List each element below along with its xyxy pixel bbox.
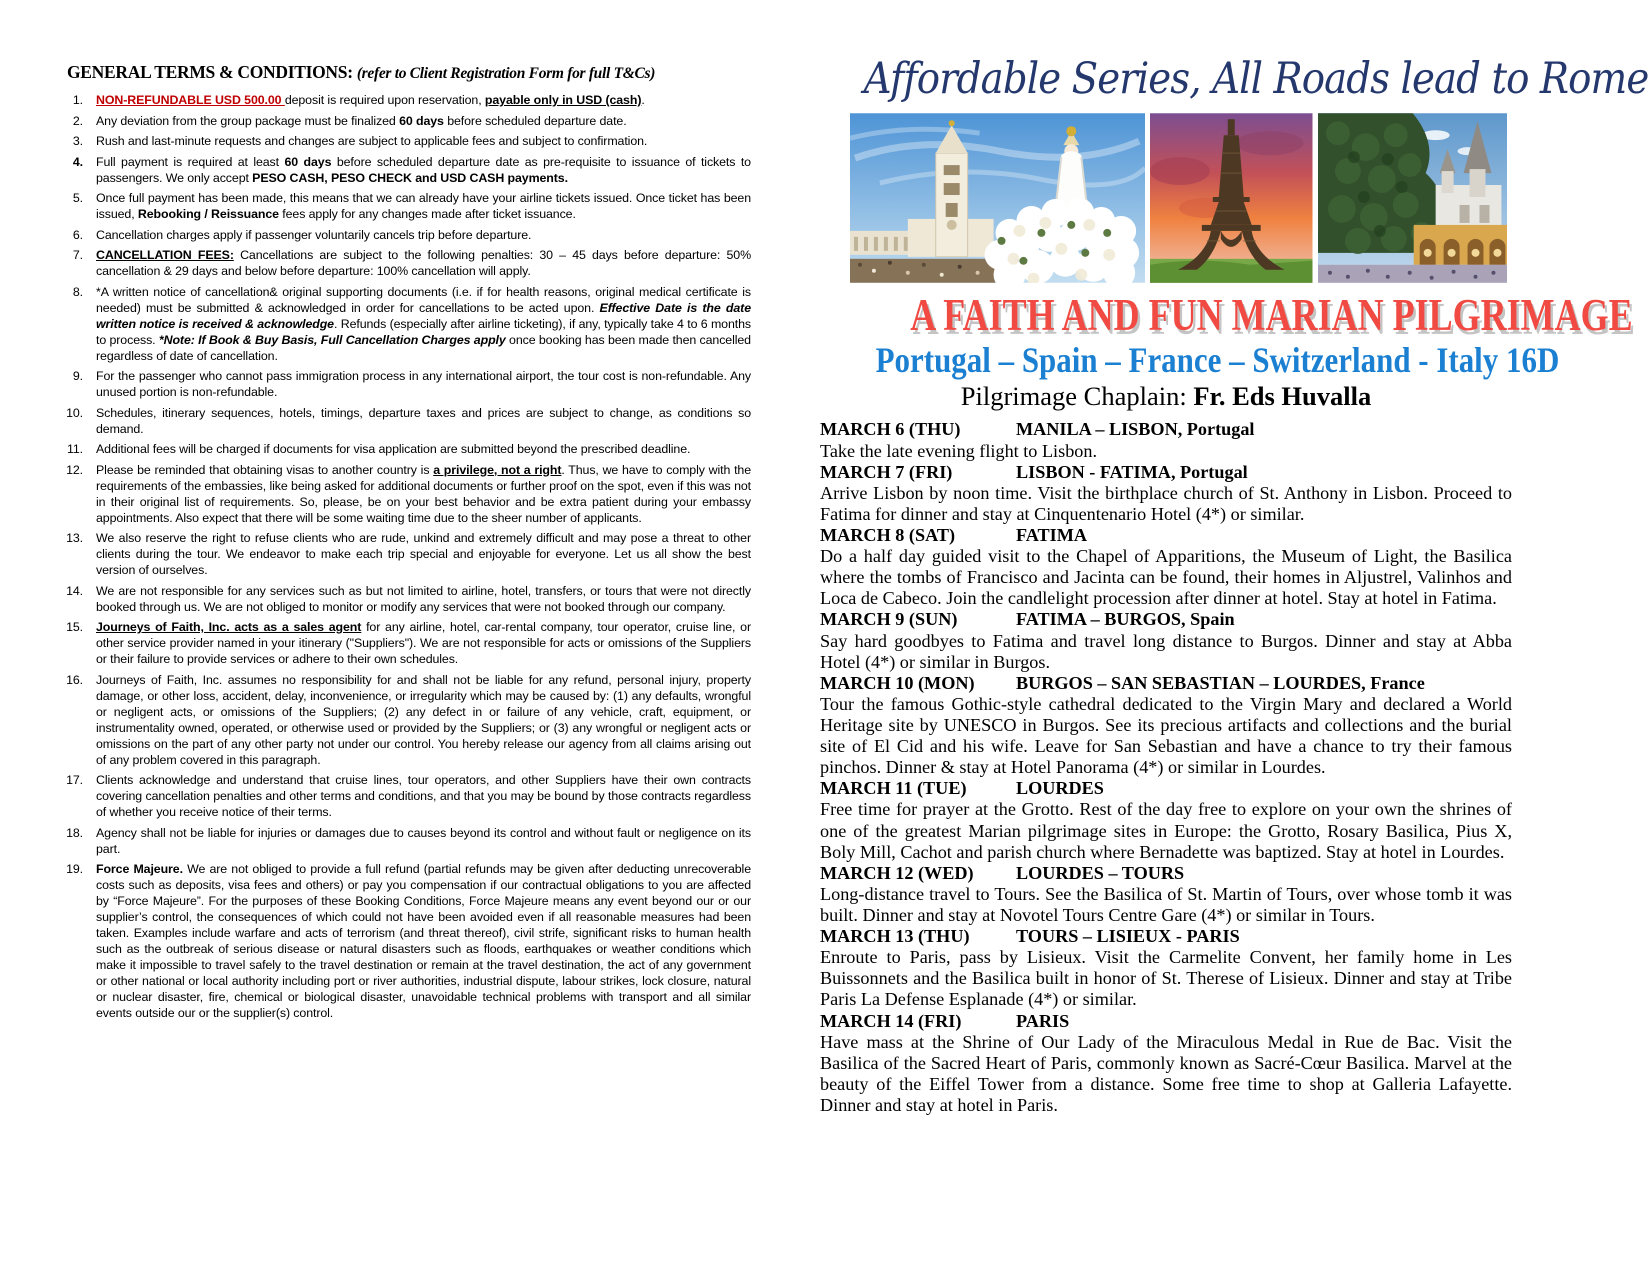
term-text: For the passenger who cannot pass immigration process in any international airport, the tour cost is non-refundable. Any unused portion is non-refundable. <box>96 369 751 399</box>
term-number: 17. <box>66 773 83 787</box>
term-number: 15. <box>66 620 83 634</box>
term-item-19 <box>57 861 751 1021</box>
term-number: 9. <box>72 369 83 383</box>
term-number: 4. <box>72 154 83 169</box>
term-number: 3. <box>72 134 83 148</box>
term-number: 6. <box>72 227 83 242</box>
term-number: 5. <box>72 191 83 205</box>
term-item-10 <box>57 405 751 437</box>
terms-title-text: GENERAL TERMS & CONDITIONS: <box>67 62 353 82</box>
term-number: 19. <box>66 862 83 876</box>
itinerary-heading-1 <box>820 419 1512 440</box>
term-text: Journeys of Faith, Inc. acts as a sales agent for any airline, hotel, car-rental company, tour operator, cruise line, or other service provider named in your itinerary ("Suppliers"). We are not responsible for acts or omissions of the Suppliers or their failure to provide services or adhere to their own schedules. <box>96 620 751 666</box>
itinerary-route: TOURS – LISIEUX - PARIS <box>1016 926 1240 947</box>
itinerary-date: MARCH 8 (SAT) <box>820 525 956 546</box>
chaplain-label: Pilgrimage Chaplain: <box>960 381 1194 412</box>
term-number: 14. <box>66 583 83 598</box>
itinerary-heading-5 <box>820 673 1512 694</box>
itinerary-route: LOURDES – TOURS <box>1016 862 1185 883</box>
itinerary-description: Do a half day guided visit to the Chapel of Apparitions, the Museum of Light, the Basilica where the tombs of Francisco and Jacinta can be found, their homes in Aljustrel, Valinhos and Loca de Cabeco. Join the candlelight procession after dinner at hotel. Stay at hotel in Fatima. <box>820 546 1512 609</box>
term-number: 2. <box>72 113 83 128</box>
term-item-2 <box>57 113 751 129</box>
countries-subtitle-text: Portugal – Spain – France – Switzerland - Italy 16D <box>875 339 1560 380</box>
term-text: We also reserve the right to refuse clients who are rude, unkind and extremely difficult and may pose a threat to other clients during the tour. We endeavor to make each trip special and enjoyable for everyone. Let us all show the best version of ourselves. <box>96 531 751 577</box>
term-item-8 <box>57 284 751 364</box>
itinerary-description: Long-distance travel to Tours. See the Basilica of St. Martin of Tours, over whose tomb it was built. Dinner and stay at Novotel Tours Centre Gare (4*) or similar in Tours. <box>820 883 1512 925</box>
term-number: 12. <box>66 462 83 477</box>
fatima-procession-photo <box>850 113 1145 283</box>
term-text: Cancellation charges apply if passenger voluntarily cancels trip before departure. <box>96 227 532 242</box>
term-text: Force Majeure. We are not obliged to provide a full refund (partial refunds may be given after deducting unrecoverable costs such as deposits, visa fees and others) or pay you compensation if our contractual obligations to you are affected by “Force Majeure”. For the purposes of these Booking Conditions, Force Majeure means any event beyond our or our supplier’s control, the consequences of which could not have been avoided even if all reasonable measures had been taken. Examples include warfare and acts of terrorism (and threat thereof), civil strife, significant risks to human health such as the outbreak of serious disease or natural disasters such as floods, earthquakes or weather conditions which make it impossible to travel safely to the travel destination or remain at the travel destination, the act of any government or other national or local authority including port or river authorities, industrial dispute, labour strikes, lock closure, natural or nuclear disaster, fire, chemical or biological disaster, unavoidable technical problems with transport and all similar events outside our or the supplier(s) control. <box>96 862 751 1020</box>
term-number: 1. <box>72 93 83 107</box>
term-text: Full payment is required at least 60 days before scheduled departure date as pre-requisite to issuance of tickets to passengers. We only accept PESO CASH, PESO CHECK and USD CASH payments. <box>96 154 751 185</box>
itinerary-description: Tour the famous Gothic-style cathedral dedicated to the Virgin Mary and declared a World Heritage site by UNESCO in Burgos. See its precious artifacts and collections and the burial site of El Cid and his wife. Leave for San Sebastian and have a chance to try their famous pinchos. Dinner & stay at Hotel Panorama (4*) or similar in Lourdes. <box>820 693 1512 778</box>
term-number: 7. <box>72 248 83 262</box>
term-number: 11. <box>66 442 83 456</box>
itinerary-heading-3 <box>820 525 1512 546</box>
itinerary-date: MARCH 6 (THU) <box>820 419 961 440</box>
itinerary-description: Arrive Lisbon by noon time. Visit the birthplace church of St. Anthony in Lisbon. Proceed to Fatima for dinner and stay at Cinquentenario Hotel (4*) or similar. <box>820 482 1512 524</box>
itinerary-heading-7 <box>820 863 1512 884</box>
itinerary-description: Enroute to Paris, pass by Lisieux. Visit the Carmelite Convent, her family home in Les Buissonnets and the Basilica built in honor of St. Therese of Lisieux. Dinner and stay at Tribe Paris La Defense Esplanade (4*) or similar. <box>820 947 1512 1010</box>
term-text: CANCELLATION FEES: Cancellations are subject to the following penalties: 30 – 45 days before departure: 50% cancellation & 29 days and below before departure: 100% cancellation will apply. <box>96 248 751 278</box>
itinerary-route: FATIMA <box>1016 525 1088 546</box>
itinerary-description: Take the late evening flight to Lisbon. <box>820 440 1098 461</box>
itinerary-route: MANILA – LISBON, Portugal <box>1016 419 1255 440</box>
lourdes-basilica-photo <box>1318 113 1507 283</box>
series-script-text: Affordable Series, All Roads lead to Rome <box>863 54 1649 104</box>
term-number: 18. <box>66 825 83 840</box>
itinerary-heading-6 <box>820 778 1512 799</box>
itinerary-description: Free time for prayer at the Grotto. Rest of the day free to explore on your own the shrines of one of the greatest Marian pilgrimage sites in Europe: the Grotto, Rosary Basilica, Pius X, Boly Mill, Cachot and parish church where Bernadette was baptized. Stay at hotel in Lourdes. <box>820 799 1512 862</box>
itinerary-date: MARCH 10 (MON) <box>820 672 975 693</box>
term-number: 13. <box>66 531 83 545</box>
term-item-17 <box>57 772 751 820</box>
term-item-5 <box>57 190 751 222</box>
series-script-header <box>820 54 1649 104</box>
countries-subtitle <box>820 339 1560 380</box>
main-title <box>820 290 1633 341</box>
term-item-7 <box>57 247 751 279</box>
term-text: We are not responsible for any services such as but not limited to airline, hotel, transfers, or tours that were not directly booked through us. We are not obliged to monitor or modify any services that were not booked through our company. <box>96 583 751 614</box>
term-text: Please be reminded that obtaining visas to another country is a privilege, not a right. Thus, we have to comply with the requirements of the embassies, like being asked for additional documents or further proof on the spot, even if this was not in their original list of requirements. So, please, be on your best behavior and be extra patient during your embassy appointments. Also expect that there will be some waiting time due to the sheer number of applicants. <box>96 462 751 525</box>
term-item-4 <box>57 154 751 186</box>
term-text: Agency shall not be liable for injuries or damages due to causes beyond its control and without fault or negligence on its part. <box>96 825 751 856</box>
term-text: Schedules, itinerary sequences, hotels, timings, departure taxes and prices are subject to change, as conditions so demand. <box>96 405 751 436</box>
term-text: Clients acknowledge and understand that cruise lines, tour operators, and other Suppliers have their own contracts covering cancellation penalties and other terms and conditions, and that you may be bound by those contracts regardless of whether you receive notice of their terms. <box>96 773 751 819</box>
term-item-14 <box>57 583 751 615</box>
itinerary-route: FATIMA – BURGOS, Spain <box>1016 609 1235 630</box>
term-text: Any deviation from the group package must be finalized 60 days before scheduled departure date. <box>96 113 627 128</box>
term-item-18 <box>57 825 751 857</box>
term-number: 16. <box>66 672 83 687</box>
pilgrimage-column <box>820 54 1649 1116</box>
term-item-15 <box>57 619 751 667</box>
itinerary-heading-9 <box>820 1011 1512 1032</box>
term-text: Additional fees will be charged if documents for visa application are submitted beyond the prescribed deadline. <box>96 442 691 456</box>
term-item-13 <box>57 530 751 578</box>
terms-title-note: (refer to Client Registration Form for full T&Cs) <box>356 65 656 82</box>
main-title-text: A FAITH AND FUN MARIAN PILGRIMAGE <box>910 290 1633 341</box>
term-item-9 <box>57 368 751 400</box>
term-text: Journeys of Faith, Inc. assumes no responsibility for and shall not be liable for any refund, personal injury, property damage, or other loss, accident, delay, inconvenience, or irregularity which may be caused by: (1) any defaults, wrongful or negligent acts, or omissions of the Suppliers; (2) any defect in or failure of any vehicle, craft, equipment, or instrumentality owned, operated, or otherwise used or provided by the Suppliers; or (3) any wrongful or negligent acts or omissions on the part of any other party not under our control. You hereby release our agency from all claims arising out of any problem covered in this paragraph. <box>96 672 751 767</box>
term-text: NON-REFUNDABLE USD 500.00 deposit is required upon reservation, payable only in USD (cash). <box>96 93 645 107</box>
term-item-16 <box>57 672 751 768</box>
itinerary-date: MARCH 7 (FRI) <box>820 461 953 482</box>
term-text: *A written notice of cancellation& original supporting documents (i.e. if for health reasons, original medical certificate is needed) must be submitted & acknowledged in order for cancellations to be acted upon. Effective Date is the date written notice is received & acknowledge. Refunds (especially after airline ticketing), if any, typically take 4 to 6 months to process. *Note: If Book & Buy Basis, Full Cancellation Charges apply once booking has been made then cancelled regardless of date of cancellation. <box>96 284 751 363</box>
itinerary-date: MARCH 14 (FRI) <box>820 1010 962 1031</box>
itinerary-date: MARCH 13 (THU) <box>820 926 970 947</box>
term-text: Once full payment has been made, this means that we can already have your airline tickets issued. Once ticket has been issued, Rebooking / Reissuance fees apply for any changes made after ticket issuance. <box>96 191 751 221</box>
photo-strip <box>850 113 1507 283</box>
term-item-12 <box>57 462 751 526</box>
term-item-11 <box>57 441 751 457</box>
itinerary-description: Have mass at the Shrine of Our Lady of the Miraculous Medal in Rue de Bac. Visit the Basilica of the Sacred Heart of Paris, commonly known as Sacré-Cœur Basilica. Marvel at the beauty of the Eiffel Tower from a distance. Some free time to shop at Galleria Lafayette. Dinner and stay at hotel in Paris. <box>820 1031 1512 1115</box>
itinerary-date: MARCH 9 (SUN) <box>820 609 958 630</box>
terms-title <box>57 62 751 83</box>
term-item-3 <box>57 133 751 149</box>
term-item-6 <box>57 227 751 243</box>
itinerary-heading-4 <box>820 609 1512 630</box>
terms-list <box>57 92 751 1021</box>
chaplain-line <box>820 382 1512 411</box>
itinerary-heading-8 <box>820 926 1512 947</box>
itinerary-route: LISBON - FATIMA, Portugal <box>1016 461 1248 482</box>
itinerary-date: MARCH 11 (TUE) <box>820 778 967 799</box>
eiffel-tower-sunset-photo <box>1150 113 1313 283</box>
itinerary <box>820 419 1512 1116</box>
itinerary-description: Say hard goodbyes to Fatima and travel long distance to Burgos. Dinner and stay at Abba Hotel (4*) or similar in Burgos. <box>820 630 1512 672</box>
itinerary-heading-2 <box>820 462 1512 483</box>
term-item-1 <box>57 92 751 108</box>
itinerary-route: LOURDES <box>1016 778 1104 799</box>
itinerary-date: MARCH 12 (WED) <box>820 862 974 883</box>
term-text: Rush and last-minute requests and changes are subject to applicable fees and subject to confirmation. <box>96 134 648 148</box>
term-number: 8. <box>72 284 83 299</box>
chaplain-name: Fr. Eds Huvalla <box>1193 381 1372 412</box>
terms-column <box>57 62 751 1026</box>
term-number: 10. <box>66 405 83 420</box>
itinerary-route: BURGOS – SAN SEBASTIAN – LOURDES, France <box>1016 672 1425 693</box>
itinerary-route: PARIS <box>1016 1010 1070 1031</box>
